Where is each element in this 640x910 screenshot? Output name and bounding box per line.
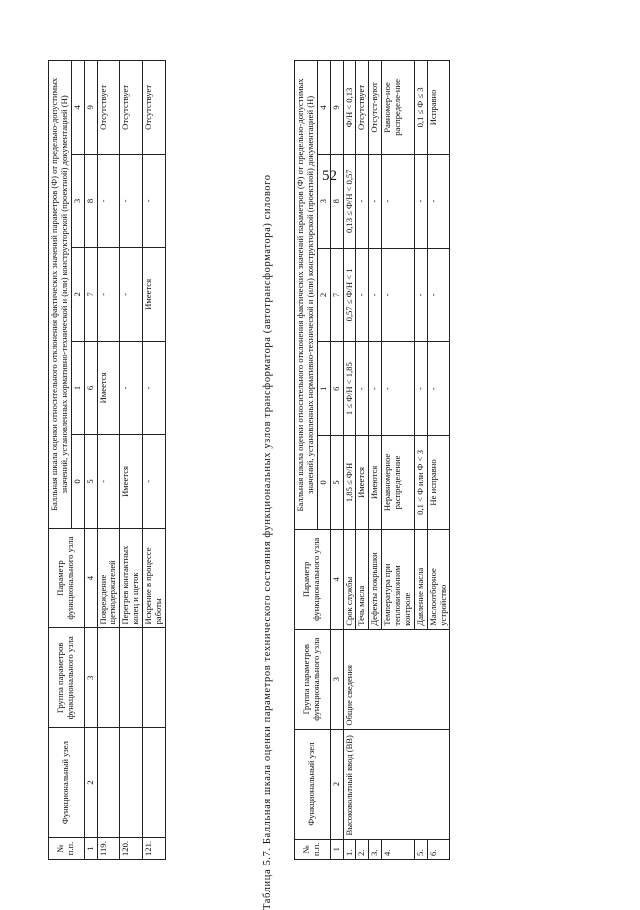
header-group: Группа параметров функционального узла xyxy=(49,628,85,728)
header-param: Параметр функционального узла xyxy=(49,528,85,628)
cell-score: - xyxy=(427,154,450,248)
cell-score: - xyxy=(143,154,166,247)
cell-num: 4. xyxy=(382,839,415,859)
cell-score: - xyxy=(120,154,143,247)
cell-score: - xyxy=(427,342,450,436)
cell-score: Отсутствует xyxy=(120,61,143,155)
cell-score: Имеется xyxy=(120,435,143,529)
cell-node xyxy=(143,728,166,838)
table-row xyxy=(120,61,143,860)
cell-group xyxy=(120,628,143,728)
header-num: № п.п. xyxy=(49,837,85,859)
cell-score: 0,1 ≤ Ф ≤ 3 xyxy=(414,61,427,155)
table-row xyxy=(97,61,120,860)
cell-param: Температура при тепловизионном контроле xyxy=(382,529,415,629)
cell-score: Ф/Н < 0,13 xyxy=(343,61,356,155)
cell-score: - xyxy=(97,435,120,529)
cell-num: 6. xyxy=(427,839,450,859)
cell-num: 121. xyxy=(143,837,166,859)
cell-score: Отсутст-вуют xyxy=(369,61,382,155)
cell-score: 0,57 ≤ Ф/Н < 1 xyxy=(343,248,356,342)
cell-score: - xyxy=(382,248,415,342)
scale-value: 4 xyxy=(317,61,330,155)
scale-point: 8 xyxy=(330,154,343,248)
cell-num: 2. xyxy=(356,839,369,859)
table-header-row xyxy=(49,61,72,860)
cell-group xyxy=(97,628,120,728)
scale-value: 2 xyxy=(317,248,330,342)
cell-group xyxy=(143,628,166,728)
col-number: 3 xyxy=(330,629,343,729)
cell-score: 1,85 ≤ Ф/Н xyxy=(343,436,356,530)
cell-score: Имеется xyxy=(97,341,120,435)
scale-value: 1 xyxy=(71,341,84,435)
col-number: 1 xyxy=(330,839,343,859)
scale-value: 0 xyxy=(317,436,330,530)
scale-point: 5 xyxy=(330,436,343,530)
header-param: Параметр функционального узла xyxy=(295,529,331,629)
cell-score: - xyxy=(369,154,382,248)
cell-score: - xyxy=(414,248,427,342)
cell-score: Исправно xyxy=(427,61,450,155)
table-header-row xyxy=(295,61,318,860)
cell-score: 0,1 < Ф или Ф < 3 xyxy=(414,436,427,530)
cell-score: Равномер-ное распределе-ние xyxy=(382,61,415,155)
cell-score: Не исправно xyxy=(427,436,450,530)
scale-value: 3 xyxy=(317,154,330,248)
col-number: 1 xyxy=(84,837,97,859)
cell-score: Отсутствует xyxy=(97,61,120,155)
cell-node xyxy=(120,728,143,838)
cell-score: - xyxy=(382,342,415,436)
cell-node xyxy=(97,728,120,838)
cell-param: Дефекты покрышки xyxy=(369,529,382,629)
cell-score: - xyxy=(356,154,369,248)
cell-node: Высоковольтный ввод (ВВ) xyxy=(343,729,450,839)
page-number: 52 xyxy=(322,168,337,184)
cell-score: 0,13 ≤ Ф/Н < 0,57 xyxy=(343,154,356,248)
cell-param: Маслоотборное устройство xyxy=(427,529,450,629)
cell-num: 5. xyxy=(414,839,427,859)
cell-score: - xyxy=(143,435,166,529)
col-number: 4 xyxy=(84,528,97,628)
scale-point: 6 xyxy=(330,342,343,436)
cell-score: - xyxy=(143,341,166,435)
scale-point: 7 xyxy=(330,248,343,342)
scale-value: 2 xyxy=(71,248,84,342)
cell-param: Срок службы xyxy=(343,529,356,629)
col-number: 2 xyxy=(84,728,97,838)
scale-point: 5 xyxy=(84,435,97,529)
cell-score: - xyxy=(356,248,369,342)
cell-score: - xyxy=(369,248,382,342)
cell-group: Общие сведения xyxy=(343,629,450,729)
cell-score: Отсутствует xyxy=(356,61,369,155)
cell-score: - xyxy=(97,248,120,342)
header-scale: Балльная шкала оценки относительного отклонения фактических значений параметров (Ф) от предельно-допустимых значений, установленных нормативно-технической и (или) конструкторской (проектной) документацией (Н) xyxy=(49,61,72,529)
rotated-sheet xyxy=(36,60,606,910)
table-bottom-body xyxy=(343,61,450,860)
cell-score: - xyxy=(414,342,427,436)
scale-value: 1 xyxy=(317,342,330,436)
cell-num: 1. xyxy=(343,839,356,859)
scale-value: 0 xyxy=(71,435,84,529)
cell-param: Давление масла xyxy=(414,529,427,629)
table-row xyxy=(343,61,356,860)
scale-point: 9 xyxy=(330,61,343,155)
table-top-body xyxy=(97,61,165,860)
column-numbers-row xyxy=(84,61,97,860)
scale-value: 3 xyxy=(71,154,84,247)
cell-score: 1 ≤ Ф/Н < 1,85 xyxy=(343,342,356,436)
cell-score: - xyxy=(369,342,382,436)
cell-num: 3. xyxy=(369,839,382,859)
col-number: 2 xyxy=(330,729,343,839)
cell-param: Течь масла xyxy=(356,529,369,629)
table-bottom xyxy=(294,60,450,860)
cell-score: Имеется xyxy=(356,436,369,530)
cell-score: Имеются xyxy=(369,436,382,530)
header-scale: Балльная шкала оценки относительного отклонения фактических значений параметров (Ф) от предельно-допустимых значений, установленных нормативно-технической и (или) конструкторской (проектной) документацией (Н) xyxy=(295,61,318,530)
cell-num: 120. xyxy=(120,837,143,859)
header-num: № п.п. xyxy=(295,839,331,859)
cell-score: - xyxy=(382,154,415,248)
column-numbers-row xyxy=(330,61,343,860)
table-row xyxy=(143,61,166,860)
col-number: 4 xyxy=(330,529,343,629)
cell-score: Отсутствует xyxy=(143,61,166,155)
col-number: 3 xyxy=(84,628,97,728)
cell-num: 119. xyxy=(97,837,120,859)
table-caption: Таблица 5.7. Балльная шкала оценки параметров технического состояния функциональных узлов трансформатора (автотрансформатора) силового xyxy=(262,174,273,910)
scale-point: 7 xyxy=(84,248,97,342)
cell-score: - xyxy=(97,154,120,247)
header-group: Группа параметров функционального узла xyxy=(295,629,331,729)
table-top xyxy=(48,60,166,860)
scale-point: 9 xyxy=(84,61,97,155)
header-node: Функциональный узел xyxy=(49,728,85,838)
cell-score: - xyxy=(427,248,450,342)
cell-score: - xyxy=(120,341,143,435)
scale-point: 6 xyxy=(84,341,97,435)
cell-param: Повреждение щеткодержателей xyxy=(97,528,120,628)
cell-score: Неравномерное распределение xyxy=(382,436,415,530)
cell-score: - xyxy=(414,154,427,248)
cell-score: - xyxy=(356,342,369,436)
cell-score: - xyxy=(120,248,143,342)
cell-param: Искрение в процессе работы xyxy=(143,528,166,628)
scale-value: 4 xyxy=(71,61,84,155)
cell-param: Перегрев контактных колец и щеток xyxy=(120,528,143,628)
cell-score: Имеется xyxy=(143,248,166,342)
header-node: Функциональный узел xyxy=(295,729,331,839)
scale-point: 8 xyxy=(84,154,97,247)
